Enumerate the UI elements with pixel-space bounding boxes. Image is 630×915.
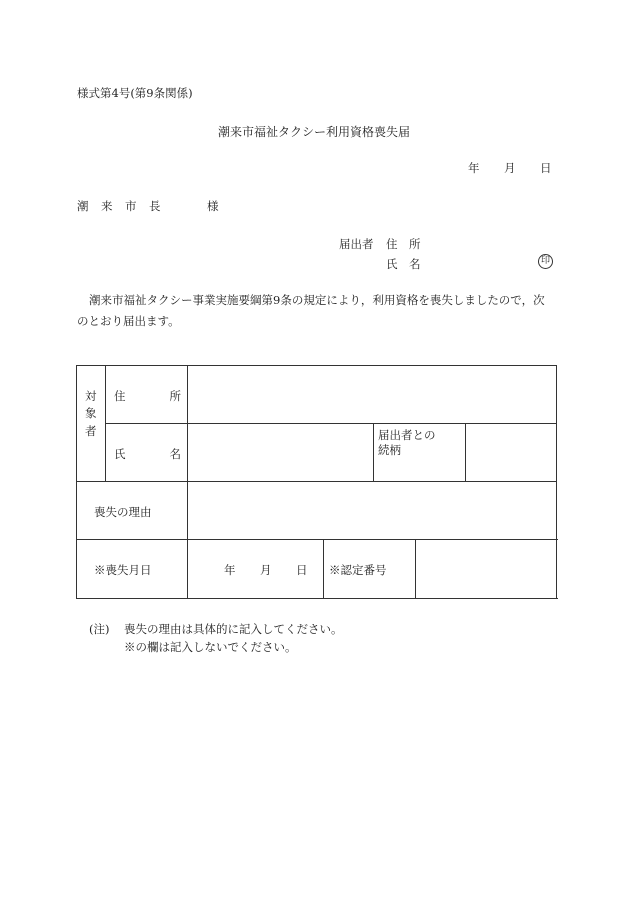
address-label-char: 住 [114, 389, 126, 403]
name-label-char: 氏 [114, 447, 126, 461]
cert-number-field[interactable] [416, 540, 556, 598]
address-field[interactable] [188, 366, 557, 424]
date-year: 年 [468, 161, 480, 175]
subject-char: 者 [85, 424, 97, 438]
relation-label-cell [374, 424, 466, 482]
notes-line1: 喪失の理由は具体的に記入してください。 [124, 622, 343, 636]
applicant-address-char: 住 [386, 237, 398, 251]
reason-field[interactable] [188, 482, 557, 540]
date-month: 月 [504, 161, 516, 175]
notes-label: (注) [89, 622, 110, 636]
subject-char: 象 [85, 406, 97, 420]
page-title: 潮来市福祉タクシー利用資格喪失届 [218, 125, 411, 139]
body-text-line2: のとおり届出ます。 [77, 314, 180, 328]
loss-date-label: ※喪失月日 [94, 563, 152, 577]
notes-line2: ※の欄は記入しないでください。 [124, 640, 297, 654]
loss-date-field[interactable] [188, 540, 324, 598]
relation-label-line: 届出者との [378, 428, 436, 442]
addressee-char: 来 [101, 199, 113, 213]
addressee-char: 長 [149, 199, 161, 213]
seal-mark-icon: 印 [538, 254, 553, 269]
name-label-char: 名 [169, 447, 181, 461]
relation-field[interactable] [466, 424, 557, 482]
applicant-name-char: 名 [409, 257, 421, 271]
cert-label-cell [324, 540, 416, 598]
addressee-char: 潮 [77, 199, 89, 213]
address-label-cell [106, 366, 188, 424]
cert-label: ※認定番号 [329, 563, 387, 577]
loss-date-row [188, 540, 557, 599]
reason-label: 喪失の理由 [94, 505, 152, 519]
date-day: 日 [540, 161, 552, 175]
loss-date-month: 月 [260, 563, 272, 577]
reason-label-cell [77, 482, 188, 540]
addressee-char: 市 [125, 199, 137, 213]
subject-char: 対 [85, 389, 97, 403]
relation-label-line: 続柄 [378, 443, 401, 457]
form-number: 様式第4号(第9条関係) [77, 86, 193, 100]
loss-form-table [76, 365, 557, 599]
loss-date-label-cell [77, 540, 188, 599]
name-label-cell [106, 424, 188, 482]
subject-header-cell [77, 366, 106, 482]
body-text-line1: 潮来市福祉タクシー事業実施要綱第9条の規定により，利用資格を喪失しましたので，次 [89, 293, 545, 307]
applicant-name-char: 氏 [386, 257, 398, 271]
addressee-honorific: 様 [207, 199, 219, 213]
loss-date-day: 日 [296, 563, 308, 577]
loss-date-year: 年 [224, 563, 236, 577]
applicant-address-char: 所 [409, 237, 421, 251]
applicant-label: 届出者 [339, 237, 374, 251]
name-field[interactable] [188, 424, 374, 482]
address-label-char: 所 [169, 389, 181, 403]
